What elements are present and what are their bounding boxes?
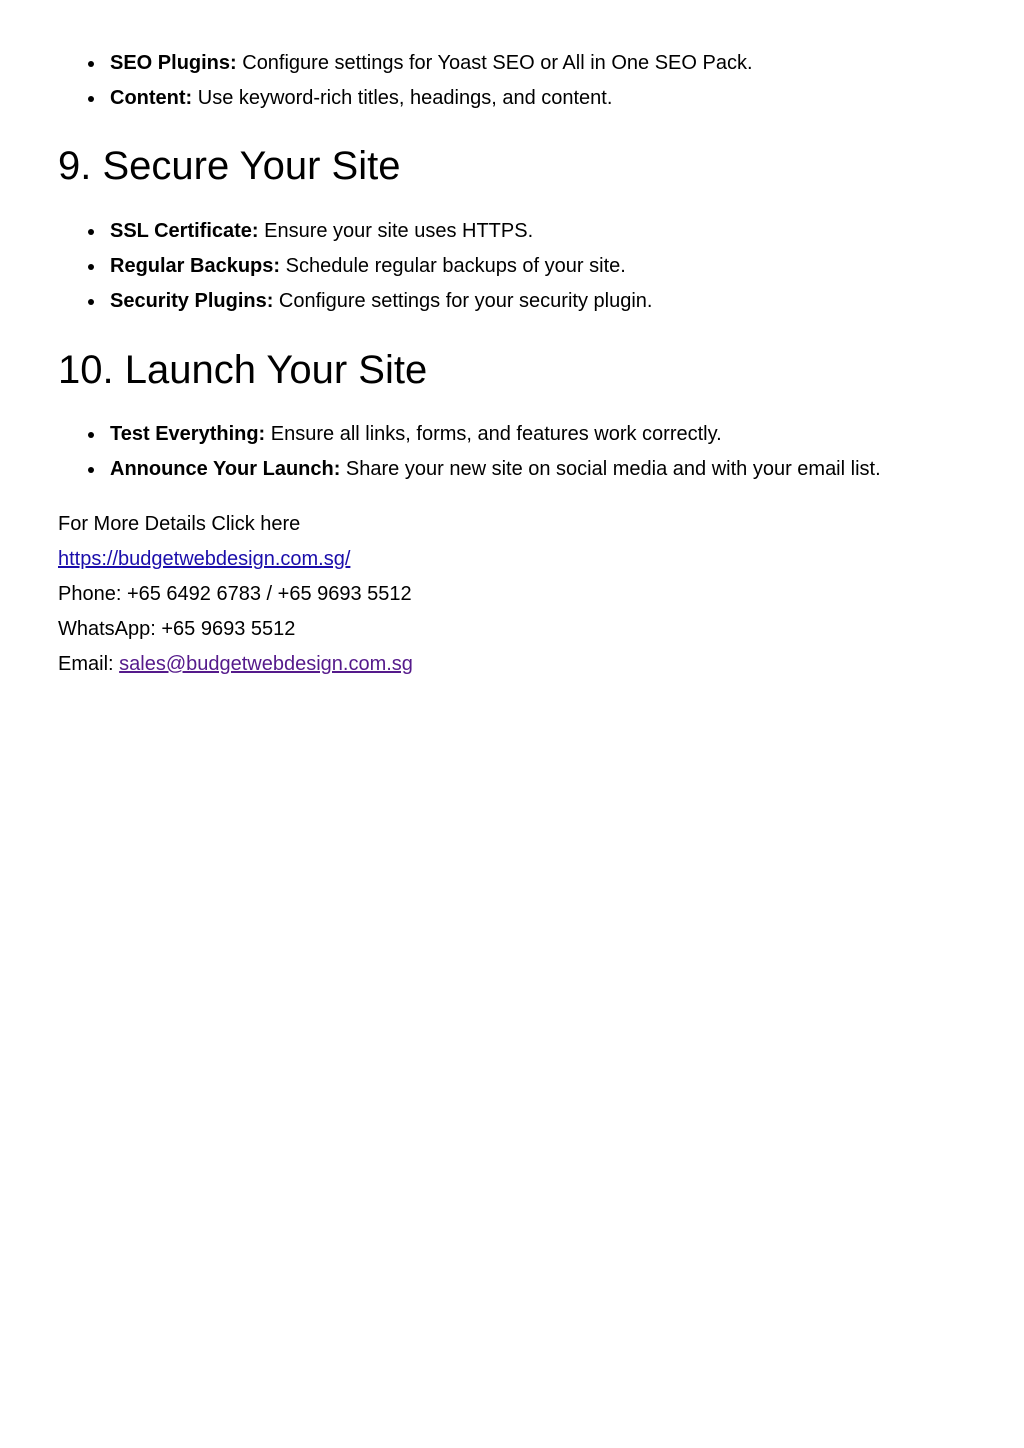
section-heading-secure: 9. Secure Your Site bbox=[58, 144, 401, 188]
section-heading-launch: 10. Launch Your Site bbox=[58, 348, 428, 392]
item-label: SSL Certificate: bbox=[110, 220, 259, 242]
item-text: Schedule regular backups of your site. bbox=[280, 255, 626, 277]
item-text: Ensure all links, forms, and features work correctly. bbox=[265, 423, 722, 445]
item-text: Ensure your site uses HTTPS. bbox=[258, 220, 534, 242]
item-label: Security Plugins: bbox=[110, 290, 274, 312]
website-link[interactable]: https://budgetwebdesign.com.sg/ bbox=[58, 548, 351, 570]
list-item bbox=[110, 219, 652, 243]
list-item bbox=[110, 422, 881, 446]
email-link[interactable]: sales@budgetwebdesign.com.sg bbox=[119, 653, 413, 675]
item-text: Use keyword-rich titles, headings, and content. bbox=[192, 87, 613, 109]
list-item bbox=[110, 457, 881, 481]
item-label: Regular Backups: bbox=[110, 255, 281, 277]
whatsapp-line: WhatsApp: +65 9693 5512 bbox=[58, 618, 296, 640]
item-text: Configure settings for Yoast SEO or All in One SEO Pack. bbox=[236, 52, 753, 74]
list-item bbox=[110, 86, 753, 110]
website-line bbox=[58, 547, 413, 571]
phone-line: Phone: +65 6492 6783 / +65 9693 5512 bbox=[58, 583, 412, 605]
item-label: Announce Your Launch: bbox=[110, 458, 341, 480]
email-line bbox=[58, 652, 413, 676]
item-text: Share your new site on social media and with your email list. bbox=[340, 458, 881, 480]
list-item bbox=[110, 254, 652, 278]
details-text: For More Details Click here bbox=[58, 513, 301, 535]
email-label: Email: bbox=[58, 653, 120, 675]
launch-bullet-list bbox=[58, 422, 881, 492]
item-label: Test Everything: bbox=[110, 423, 266, 445]
seo-bullet-list bbox=[58, 51, 753, 121]
item-label: SEO Plugins: bbox=[110, 52, 237, 74]
contact-block bbox=[58, 512, 413, 687]
secure-bullet-list bbox=[58, 219, 652, 324]
item-text: Configure settings for your security plugin. bbox=[273, 290, 653, 312]
list-item bbox=[110, 289, 652, 313]
item-label: Content: bbox=[110, 87, 193, 109]
list-item bbox=[110, 51, 753, 75]
